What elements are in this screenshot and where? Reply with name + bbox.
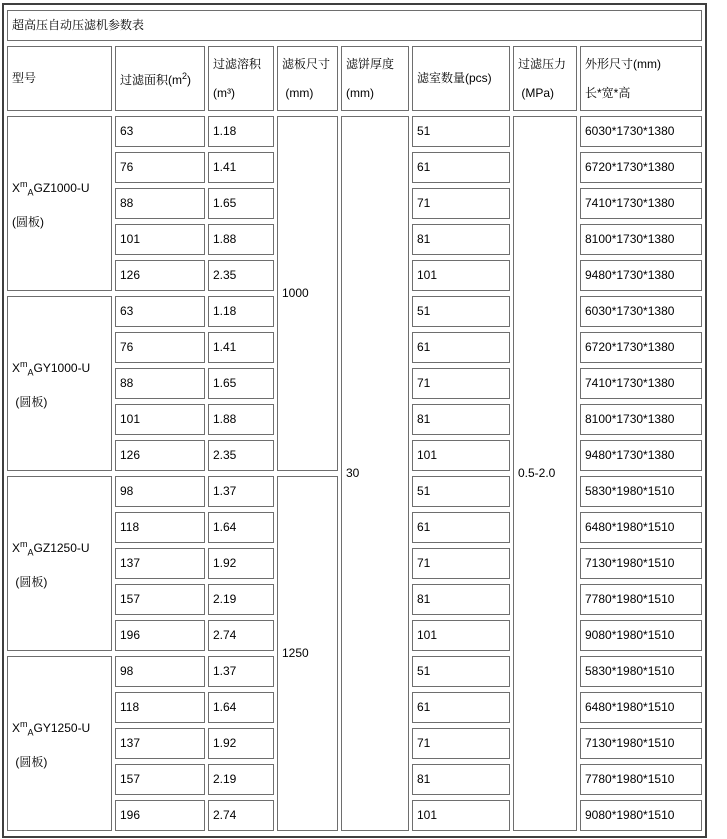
cell-dims: 9480*1730*1380	[580, 440, 702, 471]
cell-volume: 1.41	[208, 332, 274, 363]
cell-dims: 7410*1730*1380	[580, 188, 702, 219]
cell-area: 118	[115, 692, 205, 723]
cell-chambers: 81	[412, 404, 510, 435]
cell-chambers: 101	[412, 800, 510, 831]
model-plate-type: (圆板)	[12, 214, 44, 229]
model-plate-type: (圆板)	[12, 394, 48, 409]
cell-chambers: 101	[412, 440, 510, 471]
cell-volume: 1.18	[208, 296, 274, 327]
table-row	[7, 116, 702, 147]
header-row	[7, 46, 702, 111]
cell-chambers: 71	[412, 548, 510, 579]
cell-dims: 6030*1730*1380	[580, 116, 702, 147]
header-pressure: 过滤压力 (MPa)	[513, 46, 577, 111]
cell-volume: 1.37	[208, 656, 274, 687]
cell-chambers: 51	[412, 476, 510, 507]
cell-dims: 6720*1730*1380	[580, 152, 702, 183]
cell-dims: 9480*1730*1380	[580, 260, 702, 291]
cell-volume: 1.88	[208, 404, 274, 435]
model-name: $X^m_AGY1000-U$	[12, 359, 91, 378]
cell-dims: 6480*1980*1510	[580, 512, 702, 543]
cell-dims: 5830*1980*1510	[580, 656, 702, 687]
cell-area: 157	[115, 584, 205, 615]
cell-area: 98	[115, 656, 205, 687]
cell-model	[7, 296, 112, 471]
model-name: $X^m_AGZ1000-U$	[12, 179, 90, 198]
cell-model	[7, 656, 112, 831]
cell-dims: 9080*1980*1510	[580, 800, 702, 831]
spec-table	[2, 3, 707, 838]
table-title: 超高压自动压滤机参数表	[7, 10, 702, 41]
cell-dims: 7130*1980*1510	[580, 728, 702, 759]
cell-volume: 1.41	[208, 152, 274, 183]
cell-volume: 1.92	[208, 728, 274, 759]
cell-area: 196	[115, 800, 205, 831]
cell-chambers: 81	[412, 224, 510, 255]
cell-area: 101	[115, 404, 205, 435]
cell-area: 126	[115, 260, 205, 291]
header-model: 型号	[7, 46, 112, 111]
cell-cake-thickness: 30	[341, 116, 409, 831]
cell-dims: 7410*1730*1380	[580, 368, 702, 399]
cell-volume: 2.19	[208, 584, 274, 615]
header-chambers: 滤室数量(pcs)	[412, 46, 510, 111]
header-plate-size: 滤板尺寸 (mm)	[277, 46, 338, 111]
cell-model	[7, 476, 112, 651]
cell-area: 76	[115, 152, 205, 183]
cell-chambers: 61	[412, 692, 510, 723]
cell-volume: 2.74	[208, 620, 274, 651]
cell-volume: 1.88	[208, 224, 274, 255]
model-plate-type: (圆板)	[12, 754, 48, 769]
cell-dims: 5830*1980*1510	[580, 476, 702, 507]
cell-volume: 2.19	[208, 764, 274, 795]
cell-chambers: 61	[412, 332, 510, 363]
cell-chambers: 101	[412, 260, 510, 291]
header-dimensions: 外形尺寸(mm) 长*宽*高	[580, 46, 702, 111]
cell-dims: 8100*1730*1380	[580, 224, 702, 255]
cell-volume: 2.35	[208, 260, 274, 291]
cell-volume: 2.74	[208, 800, 274, 831]
cell-dims: 6480*1980*1510	[580, 692, 702, 723]
cell-plate-size: 1250	[277, 476, 338, 831]
cell-area: 88	[115, 368, 205, 399]
cell-dims: 9080*1980*1510	[580, 620, 702, 651]
title-row	[7, 10, 702, 41]
model-name: $X^m_AGY1250-U$	[12, 719, 91, 738]
cell-area: 63	[115, 296, 205, 327]
cell-volume: 2.35	[208, 440, 274, 471]
cell-chambers: 71	[412, 728, 510, 759]
cell-area: 137	[115, 728, 205, 759]
cell-chambers: 81	[412, 584, 510, 615]
header-cake-thickness: 滤饼厚度 (mm)	[341, 46, 409, 111]
cell-pressure: 0.5-2.0	[513, 116, 577, 831]
model-name: $X^m_AGZ1250-U$	[12, 539, 90, 558]
cell-area: 118	[115, 512, 205, 543]
cell-chambers: 71	[412, 368, 510, 399]
cell-chambers: 61	[412, 512, 510, 543]
cell-area: 126	[115, 440, 205, 471]
cell-area: 88	[115, 188, 205, 219]
cell-chambers: 101	[412, 620, 510, 651]
cell-volume: 1.64	[208, 692, 274, 723]
cell-dims: 7780*1980*1510	[580, 584, 702, 615]
cell-volume: 1.64	[208, 512, 274, 543]
cell-volume: 1.65	[208, 368, 274, 399]
cell-dims: 7130*1980*1510	[580, 548, 702, 579]
cell-dims: 6720*1730*1380	[580, 332, 702, 363]
cell-area: 101	[115, 224, 205, 255]
cell-dims: 7780*1980*1510	[580, 764, 702, 795]
cell-volume: 1.37	[208, 476, 274, 507]
cell-plate-size: 1000	[277, 116, 338, 471]
superscript-2: 2	[182, 71, 188, 81]
cell-area: 137	[115, 548, 205, 579]
cell-area: 76	[115, 332, 205, 363]
cell-volume: 1.18	[208, 116, 274, 147]
cell-dims: 8100*1730*1380	[580, 404, 702, 435]
cell-chambers: 51	[412, 116, 510, 147]
cell-area: 157	[115, 764, 205, 795]
header-filter-area: 过滤面积$(m^2)$	[115, 46, 205, 111]
cell-area: 63	[115, 116, 205, 147]
cell-dims: 6030*1730*1380	[580, 296, 702, 327]
cell-area: 196	[115, 620, 205, 651]
cell-chambers: 71	[412, 188, 510, 219]
model-plate-type: (圆板)	[12, 574, 48, 589]
cell-chambers: 81	[412, 764, 510, 795]
cell-model	[7, 116, 112, 291]
cell-volume: 1.65	[208, 188, 274, 219]
cell-chambers: 61	[412, 152, 510, 183]
cell-area: 98	[115, 476, 205, 507]
cell-volume: 1.92	[208, 548, 274, 579]
cell-chambers: 51	[412, 656, 510, 687]
cell-chambers: 51	[412, 296, 510, 327]
header-filter-volume: 过滤溶积 (m³)	[208, 46, 274, 111]
